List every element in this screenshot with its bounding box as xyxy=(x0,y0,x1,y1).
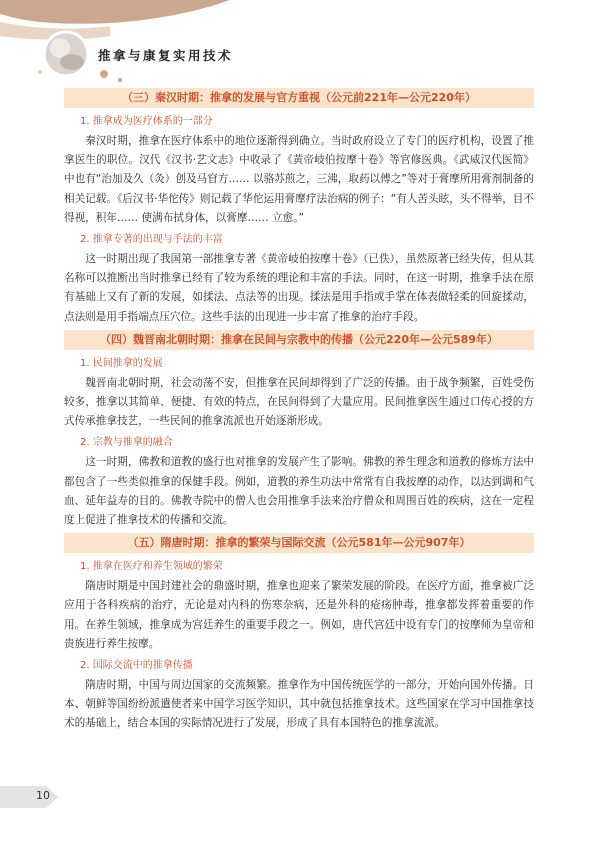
body-paragraph: 隋唐时期是中国封建社会的鼎盛时期，推拿也迎来了繁荣发展的阶段。在医疗方面，推拿被广泛应用于各科疾病的治疗，无论是对内科的伤寒杂病，还是外科的疮疡肿毒，推拿都发挥着重要的作用。在养生领域，推拿成为宫廷养生的重要手段之一。例如，唐代宫廷中设有专门的按摩师为皇帝和贵族进行养生按摩。 xyxy=(64,580,534,650)
subsection-heading: 2. 国际交流中的推拿传播 xyxy=(80,660,193,672)
section-title: （五）隋唐时期：推拿的繁荣与国际交流（公元581年—公元907年） xyxy=(64,533,534,553)
running-header-title: 推拿与康复实用技术 xyxy=(98,48,234,63)
body-paragraph: 隋唐时期，中国与周边国家的交流频繁。推拿作为中国传统医学的一部分，开始向国外传播。日本、朝鲜等国纷纷派遣使者来中国学习医学知识，其中就包括推拿技术。这些国家在学习中国推拿技术的基础上，结合本国的实际情况进行了发展，形成了具有本国特色的推拿流派。 xyxy=(64,679,534,730)
body-paragraph: 这一时期，佛教和道教的盛行也对推拿的发展产生了影响。佛教的养生理念和道教的修炼方法中都包含了一些类似推拿的保健手段。例如，道教的养生功法中常常有自我按摩的动作，以达到调和气血、延年益寿的目的。佛教寺院中的僧人也会用推拿手法来治疗僧众和周围百姓的疾病，这在一定程度上促进了推拿技术的传播和交流。 xyxy=(64,456,534,527)
section-wei-jin xyxy=(64,330,534,530)
decorative-dot-large xyxy=(100,70,108,78)
decorative-curve xyxy=(0,0,230,24)
subsection-heading: 1. 推拿成为医疗体系的一部分 xyxy=(80,116,213,127)
subsection-heading: 2. 宗教与推拿的融合 xyxy=(80,437,173,449)
subsection-heading: 1. 推拿在医疗和养生领域的繁荣 xyxy=(80,561,223,573)
decorative-dot-tiny xyxy=(38,70,42,74)
subsection-heading: 2. 推拿专著的出现与手法的丰富 xyxy=(80,234,223,246)
subsection-heading: 1. 民间推拿的发展 xyxy=(80,357,163,369)
page-number-tab xyxy=(0,786,60,808)
page-number: 10 xyxy=(36,789,50,802)
page-body xyxy=(64,88,534,737)
section-title: （四）魏晋南北朝时期：推拿在民间与宗教中的传播（公元220年—公元589年） xyxy=(64,330,534,350)
body-paragraph: 秦汉时期，推拿在医疗体系中的地位逐渐得到确立。当时政府设立了专门的医疗机构，设置了推拿医生的职位。汉代《汉书·艺文志》中收录了《黄帝岐伯按摩十卷》等官修医典。《武威汉代医简》中也有“治加及久（灸）创及马窅方…… 以骆苏煎之，三沸，取药以傅之”等对于膏摩所用膏剂制备的相关记载。《后汉书·华佗传》则记载了华佗运用膏摩疗法治病的例子：“有人苦头眩，头不得举，目不得视，积年…… 使满布拭身体，以膏摩…… 立愈。” xyxy=(64,135,534,224)
section-title: （三）秦汉时期：推拿的发展与官方重视（公元前221年—公元220年） xyxy=(64,88,534,108)
body-paragraph: 魏晋南北朝时期，社会动荡不安，但推拿在民间却得到了广泛的传播。由于战争频繁，百姓受伤较多，推拿以其简单、便捷、有效的特点，在民间得到了大量应用。民间推拿医生通过口传心授的方式传承推拿技艺，一些民间的推拿流派也开始逐渐形成。 xyxy=(64,376,534,428)
header-photo-shadow xyxy=(60,54,84,70)
body-paragraph: 这一时期出现了我国第一部推拿专著《黄帝岐伯按摩十卷》（已佚），虽然原著已经失传，但从其名称可以推断出当时推拿已经有了较为系统的理论和丰富的手法。同时，在这一时期，推拿手法在原有基础上又有了新的发展，如揉法、点法等的出现。揉法是用手指或手掌在体表做轻柔的回旋揉动，点法则是用手指端点压穴位。这些手法的出现进一步丰富了推拿的治疗手段。 xyxy=(64,253,534,323)
section-qin-han xyxy=(64,88,534,327)
decorative-dot-small xyxy=(118,78,122,82)
section-sui-tang xyxy=(64,533,534,733)
